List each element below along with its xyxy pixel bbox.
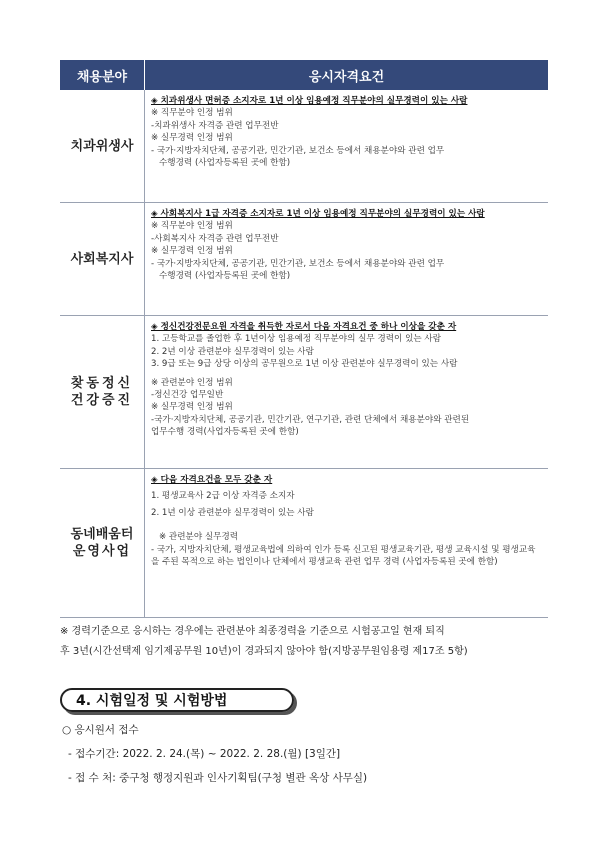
requirement-line: ◈ 정신건강전문요원 자격을 취득한 자로서 다음 자격요건 중 하나 이상을 갖춘 자 [151, 322, 457, 332]
requirement-line: ◈ 사회복지사 1급 자격증 소지자로 1년 이상 임용예정 직무분야의 실무경력이 있는 사람 [151, 209, 485, 219]
requirement-line: 2. 2년 이상 관련분야 실무경력이 있는 사람 [151, 346, 314, 357]
requirement-line: 수행경력 (사업자등록된 곳에 한함) [159, 158, 291, 169]
requirement-line: ※ 관련분야 실무경력 [159, 532, 239, 543]
application-place: - 접 수 처: 중구청 행정지원과 인사기획팀(구청 별관 옥상 사무실) [68, 772, 368, 784]
requirement-line: 3. 9급 또는 9급 상당 이상의 공무원으로 1년 이상 관련분야 실무경력이 있는 사람 [151, 359, 458, 370]
requirement-line: - 국가, 지방자치단체, 평생교육법에 의하여 인가 등록 신고된 평생교육기관, 평생 교육시설 및 평생교육을 주된 목적으로 하는 법인이나 단체에서 평생교육 관련 업무 경력 (사업자등록된 곳에 한함) [151, 544, 536, 568]
table-row [60, 203, 548, 316]
note-line: 후 3년(시간선택제 임기제공무원 10년)이 경과되지 않아야 함(지방공무원임용령 제17조 5항) [60, 646, 468, 657]
requirement-line: 1. 평생교육사 2급 이상 자격증 소지자 [151, 491, 295, 502]
requirements-cell [145, 469, 548, 617]
requirement-line: ※ 직무분야 인정 범위 [151, 108, 233, 119]
section-title: 4. 시험일정 및 시험방법 [60, 688, 294, 712]
field-name [60, 316, 145, 468]
requirements-cell [145, 203, 548, 315]
requirement-line: 2. 1년 이상 관련분야 실무경력이 있는 사람 [151, 507, 314, 518]
table-header [60, 60, 548, 90]
note-line: ※ 경력기준으로 응시하는 경우에는 관련분야 최종경력을 기준으로 시험공고일 현재 퇴직 [60, 626, 445, 637]
requirement-line: ※ 직무분야 인정 범위 [151, 221, 233, 232]
requirement-line: ※ 실무경력 인정 범위 [151, 133, 233, 144]
requirement-line: 업무수행 경력(사업자등록된 곳에 한함) [151, 427, 299, 438]
requirement-line: - 국가·지방자치단체, 공공기관, 민간기관, 보건소 등에서 채용분야와 관련 업무 [151, 258, 445, 269]
requirement-line: ◈ 다음 자격요건을 모두 갖춘 자 [151, 475, 273, 485]
table-row [60, 90, 548, 203]
table-row [60, 316, 548, 469]
requirement-line: -사회복지사 자격증 관련 업무전반 [151, 233, 279, 244]
requirement-line: -정신건강 업무일반 [151, 390, 224, 401]
requirements-cell [145, 90, 548, 202]
requirement-line: 1. 고등학교를 졸업한 후 1년이상 임용예정 직무분야의 실무 경력이 있는 사람 [151, 334, 442, 345]
header-field: 채용분야 [60, 60, 145, 90]
section-body [62, 718, 367, 790]
qualification-table [60, 60, 548, 618]
field-name-line: 찾동정신 [70, 376, 134, 391]
field-name-line: 동네배움터 [70, 527, 134, 542]
application-item: ○ 응시원서 접수 [62, 724, 139, 736]
requirement-line: ◈ 치과위생사 면허증 소지자로 1년 이상 임용예정 직무분야의 실무경력이 있는 사람 [151, 96, 468, 106]
field-name-line: 건강증진 [70, 393, 134, 408]
requirements-cell [145, 316, 548, 468]
requirement-line: ※ 실무경력 인정 범위 [151, 246, 233, 257]
requirement-line: - 국가·지방자치단체, 공공기관, 민간기관, 보건소 등에서 채용분야와 관련 업무 [151, 145, 445, 156]
header-requirements: 응시자격요건 [308, 69, 385, 85]
requirement-line: -국가·지방자치단체, 공공기관, 민간기관, 연구기관, 관련 단체에서 채용분야와 관련된 [151, 414, 470, 425]
table-row [60, 469, 548, 618]
field-name: 치과위생사 [60, 90, 145, 202]
field-name-line: 운영사업 [72, 544, 132, 559]
application-period: - 접수기간: 2022. 2. 24.(목) ~ 2022. 2. 28.(월) [3일간] [68, 748, 341, 760]
requirement-line: -치과위생사 자격증 관련 업무전반 [151, 120, 279, 131]
field-name [60, 469, 145, 617]
experience-note [60, 622, 548, 662]
requirement-line: 수행경력 (사업자등록된 곳에 한함) [159, 271, 291, 282]
requirement-line: ※ 관련분야 인정 범위 [151, 377, 233, 388]
field-name: 사회복지사 [60, 203, 145, 315]
requirement-line: ※ 실무경력 인정 범위 [151, 402, 233, 413]
